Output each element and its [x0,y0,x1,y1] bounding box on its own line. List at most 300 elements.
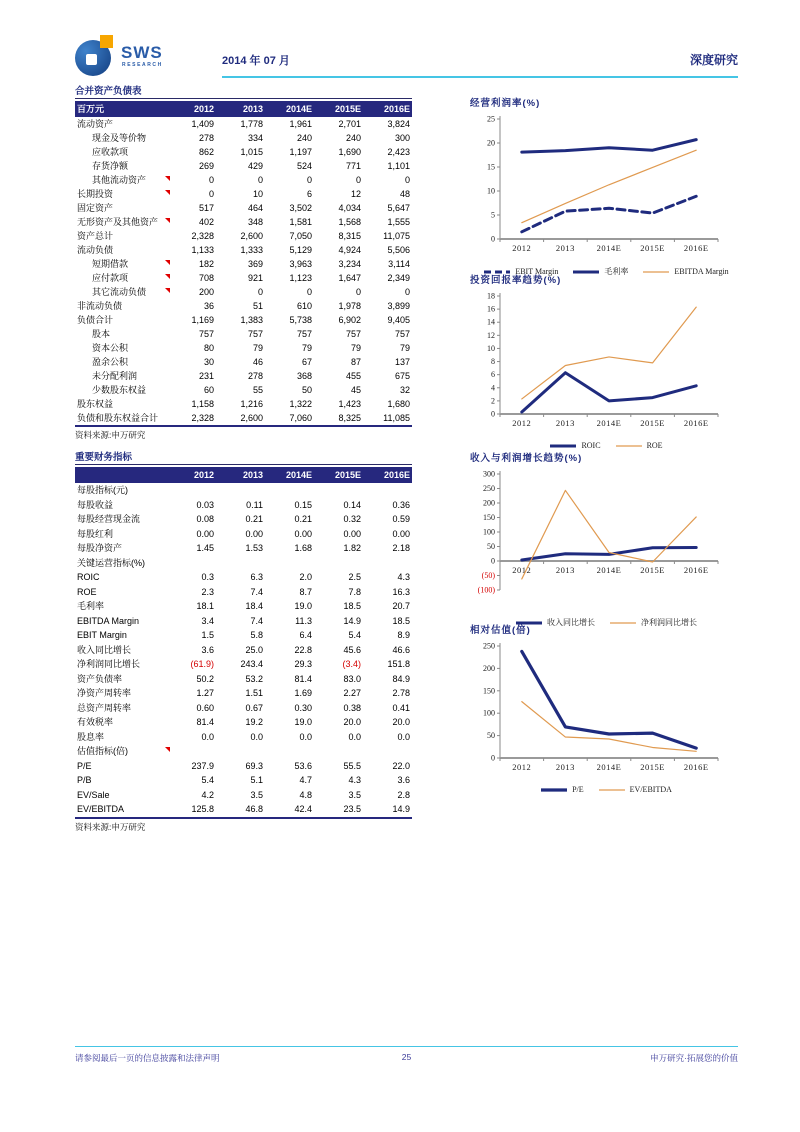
legend-label: EBITDA Margin [674,267,729,276]
table-cell: 757 [345,329,361,339]
table-row [75,397,412,411]
table-cell: 240 [345,133,361,143]
table-cell: 2,349 [387,273,410,283]
row-label: 现金及等价物 [92,133,147,143]
row-label: 净资产周转率 [77,688,132,698]
table-cell: 0.60 [196,702,214,713]
y-axis-tick-label: 8 [491,357,495,367]
table-cell: 0.21 [245,514,263,524]
table-cell: 0.38 [343,702,361,713]
table-cell: 1.5 [201,630,214,640]
x-axis-tick-label: 2014E [596,565,622,575]
table-cell: 25.0 [245,644,263,655]
table-cell: 2.5 [348,572,361,582]
row-label: 关键运营指标(%) [77,557,145,568]
table-cell: 8,325 [338,413,361,423]
table-row [75,628,412,643]
table-row [75,215,412,229]
table-cell: 4.7 [299,775,312,785]
table-body [75,483,412,819]
table-cell: 5,129 [289,245,312,255]
table-cell: 237.9 [191,760,214,771]
y-axis-tick-label: 2 [491,396,495,406]
y-axis-tick-label: 10 [487,343,495,353]
table-cell: 2.27 [343,688,361,698]
table-cell: 368 [296,371,312,381]
chart-title: 投资回报率趋势(%) [470,275,562,286]
series-line [522,651,696,748]
table-row [75,585,412,600]
row-label: 有效税率 [77,717,114,727]
table-cell: 1,555 [387,217,410,227]
footer-slogan: 申万研究·拓展您的价值 [650,1053,738,1063]
x-axis-tick-label: 2012 [512,565,532,575]
table-cell: 11,085 [383,413,410,423]
table-cell: 300 [394,133,410,143]
table-cell: 19.2 [245,717,263,727]
y-axis-tick-label: 50 [487,542,495,551]
table-cell: 50 [301,385,312,395]
table-cell: 708 [198,273,214,283]
legend-item [615,441,663,450]
table-cell: 455 [345,371,361,381]
x-axis-tick-label: 2016E [683,418,709,428]
y-axis-tick-label: 0 [491,409,495,419]
row-label: 长期投资 [75,187,167,201]
x-axis-tick-label: 2013 [555,762,575,772]
table-cell: 1,409 [191,119,214,129]
table-cell: 2,328 [191,231,214,241]
page-number: 25 [401,1052,412,1062]
table-cell: 19.0 [294,717,312,727]
table-cell: 1.45 [196,543,214,553]
row-label: ROE [77,586,97,597]
table-cell: 3.4 [201,615,214,626]
row-label: 未分配利润 [92,371,138,381]
chart-relative-valuation [470,622,742,794]
x-axis-tick-label: 2015E [640,762,665,772]
table-cell: 14.9 [392,804,410,814]
table-cell: 53.2 [245,673,263,684]
table-cell: 2.18 [392,543,410,553]
table-cell: 18.4 [245,601,263,611]
table-cell: 0.03 [196,499,214,510]
table-cell: 0 [355,175,361,185]
sws-logo [75,34,225,80]
table-cell: 4,924 [338,245,361,255]
table-row [75,187,412,201]
y-axis-tick-label: 4 [491,383,495,393]
row-label: 盈余公积 [92,357,129,367]
x-axis-tick-label: 2016E [683,762,709,772]
y-axis-tick-label: (100) [477,585,495,595]
y-axis-tick-label: 250 [483,641,495,651]
table-row [75,759,412,774]
row-label: 流动负债 [77,245,114,255]
table-row [75,355,412,369]
table-cell: 1.51 [245,688,263,698]
table-source-note: 资料来源:申万研究 [75,821,146,832]
table-cell: 0.3 [201,572,214,582]
column-header: 2013 [242,470,263,480]
y-axis-tick-label: 12 [487,330,495,340]
table-cell: 771 [345,161,361,171]
y-axis-tick-label: 0 [491,753,495,763]
note-marker-icon [165,747,170,752]
row-label: P/E [77,760,92,771]
table-cell: 30 [203,357,214,367]
y-axis-tick-label: 200 [483,663,495,673]
table-row [75,599,412,614]
table-cell: 1,123 [289,273,312,283]
row-label: 无形资产及其他资产 [75,215,167,229]
column-header: 2016E [383,470,410,480]
table-cell: 757 [394,329,410,339]
table-cell: 20.7 [392,601,410,611]
y-axis-tick-label: 100 [483,527,495,537]
table-cell: 3.5 [348,789,361,800]
table-cell: 46 [252,357,263,367]
table-cell: 240 [296,133,312,143]
table-cell: 231 [198,371,214,381]
column-header: 2013 [242,104,263,114]
table-cell: 22.8 [294,644,312,655]
table-cell: 7,060 [289,413,312,423]
table-cell: 83.0 [343,673,361,684]
table-cell: 60 [203,385,214,395]
series-line [522,547,696,559]
note-marker-icon [165,190,170,195]
y-axis-tick-label: 300 [483,469,495,479]
report-date: 2014 年 07 月 [222,55,290,67]
table-row [75,243,412,257]
table-title: 合并资产负债表 [75,83,412,99]
table-cell: 81.4 [196,717,214,727]
y-axis-tick-label: 0 [491,234,495,244]
table-cell: 0.15 [294,499,312,510]
table-cell: 55 [252,385,263,395]
x-axis-tick-label: 2016E [683,565,709,575]
table-header-row [75,467,412,483]
table-cell: 3,963 [289,259,312,269]
series-line [522,196,696,232]
note-marker-icon [165,176,170,181]
logo-brand-text: SWS [121,43,163,62]
sws-globe-notch-icon [86,54,97,65]
table-cell: 3,899 [387,301,410,311]
report-type-label: 深度研究 [689,53,738,67]
row-label: 存货净额 [92,161,129,171]
table-cell: 6,902 [338,315,361,325]
table-cell: 610 [296,301,312,311]
series-line [522,702,696,752]
table-cell: 0 [208,189,214,199]
note-marker-icon [165,260,170,265]
table-cell: (3.4) [342,659,361,669]
row-label: 净利润同比增长 [77,659,141,669]
column-header: 2012 [193,470,214,480]
table-cell: 1.69 [294,688,312,698]
table-cell: 517 [198,203,214,213]
table-cell: 402 [198,217,214,227]
column-header: 2014E [285,104,312,114]
table-cell: 269 [198,161,214,171]
table-cell: 675 [394,371,410,381]
chart-canvas [470,640,740,778]
table-cell: 182 [198,259,214,269]
y-axis-tick-label: 250 [483,484,495,493]
y-axis-tick-label: 18 [487,291,495,301]
table-cell: 0.30 [294,702,312,713]
x-axis-tick-label: 2012 [512,243,532,253]
table-row [75,285,412,299]
table-cell: 20.0 [343,717,361,727]
table-cell: 3.6 [397,775,410,785]
table-row [75,730,412,745]
table-cell: 6.3 [250,572,263,582]
y-axis-tick-label: 15 [487,162,495,172]
table-cell: 0 [208,175,214,185]
table-cell: 11.3 [295,615,312,626]
table-cell: 429 [247,161,263,171]
table-cell: 23.5 [343,804,361,814]
unit-label: 百万元 [77,104,105,114]
row-label: 每股指标(元) [77,485,128,495]
chart-operating-margin [470,95,742,277]
table-cell: 0.0 [299,731,312,742]
table-body [75,117,412,427]
y-axis-tick-label: 14 [487,317,495,327]
y-axis-tick-label: 5 [491,210,495,220]
table-row [75,411,412,425]
chart-title: 经营利润率(%) [470,98,541,109]
table-cell: 2,328 [191,413,214,423]
table-cell: 1,690 [338,147,361,157]
y-axis-tick-label: 25 [487,114,495,124]
y-axis-tick-label: 20 [487,138,495,148]
table-cell: 8.7 [299,586,312,597]
row-label: 其他流动资产 [75,173,167,187]
table-row [75,131,412,145]
y-axis-tick-label: 150 [483,686,495,696]
y-axis-tick-label: 200 [483,498,495,508]
table-cell: 0.59 [392,514,410,524]
table-row [75,117,412,131]
table-cell: 4.8 [299,789,312,800]
row-label: 资产负债率 [77,673,123,684]
table-cell: 0.00 [245,528,263,539]
header-divider [222,76,738,78]
table-row [75,744,412,759]
row-label: 每股净资产 [77,543,123,553]
table-row [75,556,412,571]
table-cell: 12 [350,189,361,199]
table-cell: 4.2 [201,789,214,800]
table-row [75,541,412,556]
y-axis-tick-label: 100 [483,708,495,718]
table-cell: 0.00 [392,528,410,539]
table-cell: 1,197 [289,147,312,157]
table-cell: 0 [257,175,263,185]
table-cell: 7.4 [250,586,263,597]
table-cell: 5,738 [289,315,312,325]
table-cell: 151.8 [387,659,410,669]
x-axis-tick-label: 2014E [596,762,622,772]
x-axis-tick-label: 2013 [555,243,575,253]
table-cell: 6 [306,189,312,199]
x-axis-tick-label: 2015E [640,565,665,575]
table-cell: 0.67 [245,702,263,713]
table-cell: 0.00 [343,528,361,539]
table-cell: 87 [350,357,361,367]
row-label: 估值指标(倍) [75,744,412,759]
legend-line-sample-icon [615,442,643,450]
table-cell: 48 [399,189,410,199]
table-row [75,614,412,629]
row-label: 非流动负债 [77,301,123,311]
table-cell: 3.6 [201,644,214,655]
x-axis-tick-label: 2015E [640,243,665,253]
table-cell: 79 [301,343,312,353]
chart-legend [470,785,742,794]
row-label: 固定资产 [77,203,114,213]
legend-label: EV/EBITDA [629,785,672,794]
row-label: EBITDA Margin [77,615,140,626]
row-label: 负债和股东权益合计 [77,413,159,423]
row-label: 每股经营现金流 [77,514,141,524]
table-cell: 1,647 [338,273,361,283]
table-cell: 5.4 [201,775,214,785]
table-header-row [75,101,412,117]
table-cell: 0.0 [348,731,361,742]
table-cell: 0.41 [392,702,410,713]
table-cell: 0.08 [196,514,214,524]
legend-label: 净利润同比增长 [641,618,697,627]
table-cell: 0.14 [343,499,361,510]
table-cell: 9,405 [387,315,410,325]
table-cell: 2,600 [240,231,263,241]
row-label: 股东权益 [77,399,114,409]
table-cell: 18.5 [343,601,361,611]
chart-legend [470,441,742,450]
table-title: 重要财务指标 [75,449,412,465]
table-cell: 348 [247,217,263,227]
table-row [75,483,412,498]
table-cell: 5.1 [250,775,263,785]
table-cell: 11,075 [383,231,410,241]
x-axis-tick-label: 2015E [640,418,665,428]
table-cell: 46.8 [245,804,263,814]
table-cell: 4.3 [397,572,410,582]
table-cell: 5.4 [348,630,361,640]
table-cell: 5,647 [387,203,410,213]
table-cell: 2,701 [338,119,361,129]
table-cell: 0.36 [392,499,410,510]
table-cell: 10 [252,189,263,199]
y-axis-tick-label: 50 [487,731,495,741]
table-cell: 757 [296,329,312,339]
table-cell: 0 [306,175,312,185]
table-cell: 45 [350,385,361,395]
table-cell: 524 [296,161,312,171]
table-cell: 1,169 [191,315,214,325]
table-cell: 0.00 [294,528,312,539]
row-label: 股本 [92,329,111,339]
table-cell: 80 [203,343,214,353]
y-axis-tick-label: 6 [491,370,495,380]
table-cell: 46.6 [392,644,410,655]
table-cell: 0.00 [196,528,214,539]
unit-label [75,467,167,483]
y-axis-tick-label: 10 [487,186,495,196]
table-cell: 20.0 [392,717,410,727]
table-cell: 7,050 [289,231,312,241]
table-cell: 5,506 [387,245,410,255]
legend-item [549,441,600,450]
table-cell: 3,114 [388,259,410,269]
table-cell: 1.27 [196,688,214,698]
row-label: 每股红利 [77,528,114,539]
x-axis-tick-label: 2012 [512,418,532,428]
table-cell: 278 [247,371,263,381]
table-cell: 0 [257,287,263,297]
table-cell: 1,133 [191,245,214,255]
table-cell: 3,824 [387,119,410,129]
x-axis-tick-label: 2013 [555,565,575,575]
table-cell: 1,568 [338,217,361,227]
table-cell: 5.8 [250,630,263,640]
row-label: 应收款项 [92,147,129,157]
table-row [75,701,412,716]
table-cell: 8,315 [338,231,361,241]
column-header: 2015E [334,470,361,480]
table-cell: 7.4 [250,615,263,626]
table-cell: 0.32 [343,514,361,524]
legend-line-sample-icon [598,786,626,794]
table-cell: 1.53 [245,543,263,553]
table-cell: 32 [399,385,410,395]
table-row [75,657,412,672]
table-row [75,498,412,513]
table-cell: 3,234 [338,259,361,269]
table-cell: (61.9) [190,659,214,669]
table-row [75,802,412,817]
row-label: 少数股东权益 [92,385,147,395]
row-label: 资产总计 [77,231,114,241]
table-cell: 14.9 [343,615,361,626]
table-cell: 464 [247,203,263,213]
table-cell: 36 [203,301,214,311]
series-line [522,150,696,222]
table-row [75,672,412,687]
footer [75,1052,738,1066]
table-cell: 84.9 [392,673,410,684]
table-cell: 51 [252,301,263,311]
table-row [75,788,412,803]
chart-title: 收入与利润增长趋势(%) [470,453,583,464]
row-label: 收入同比增长 [77,644,132,655]
table-row [75,313,412,327]
series-line [522,140,696,152]
table-cell: 2,423 [387,147,410,157]
table-cell: 1,101 [387,161,410,171]
row-label: 流动资产 [77,119,114,129]
table-cell: 334 [247,133,263,143]
table-row [75,570,412,585]
table-cell: 18.1 [196,601,214,611]
note-marker-icon [165,274,170,279]
row-label: P/B [77,775,92,785]
